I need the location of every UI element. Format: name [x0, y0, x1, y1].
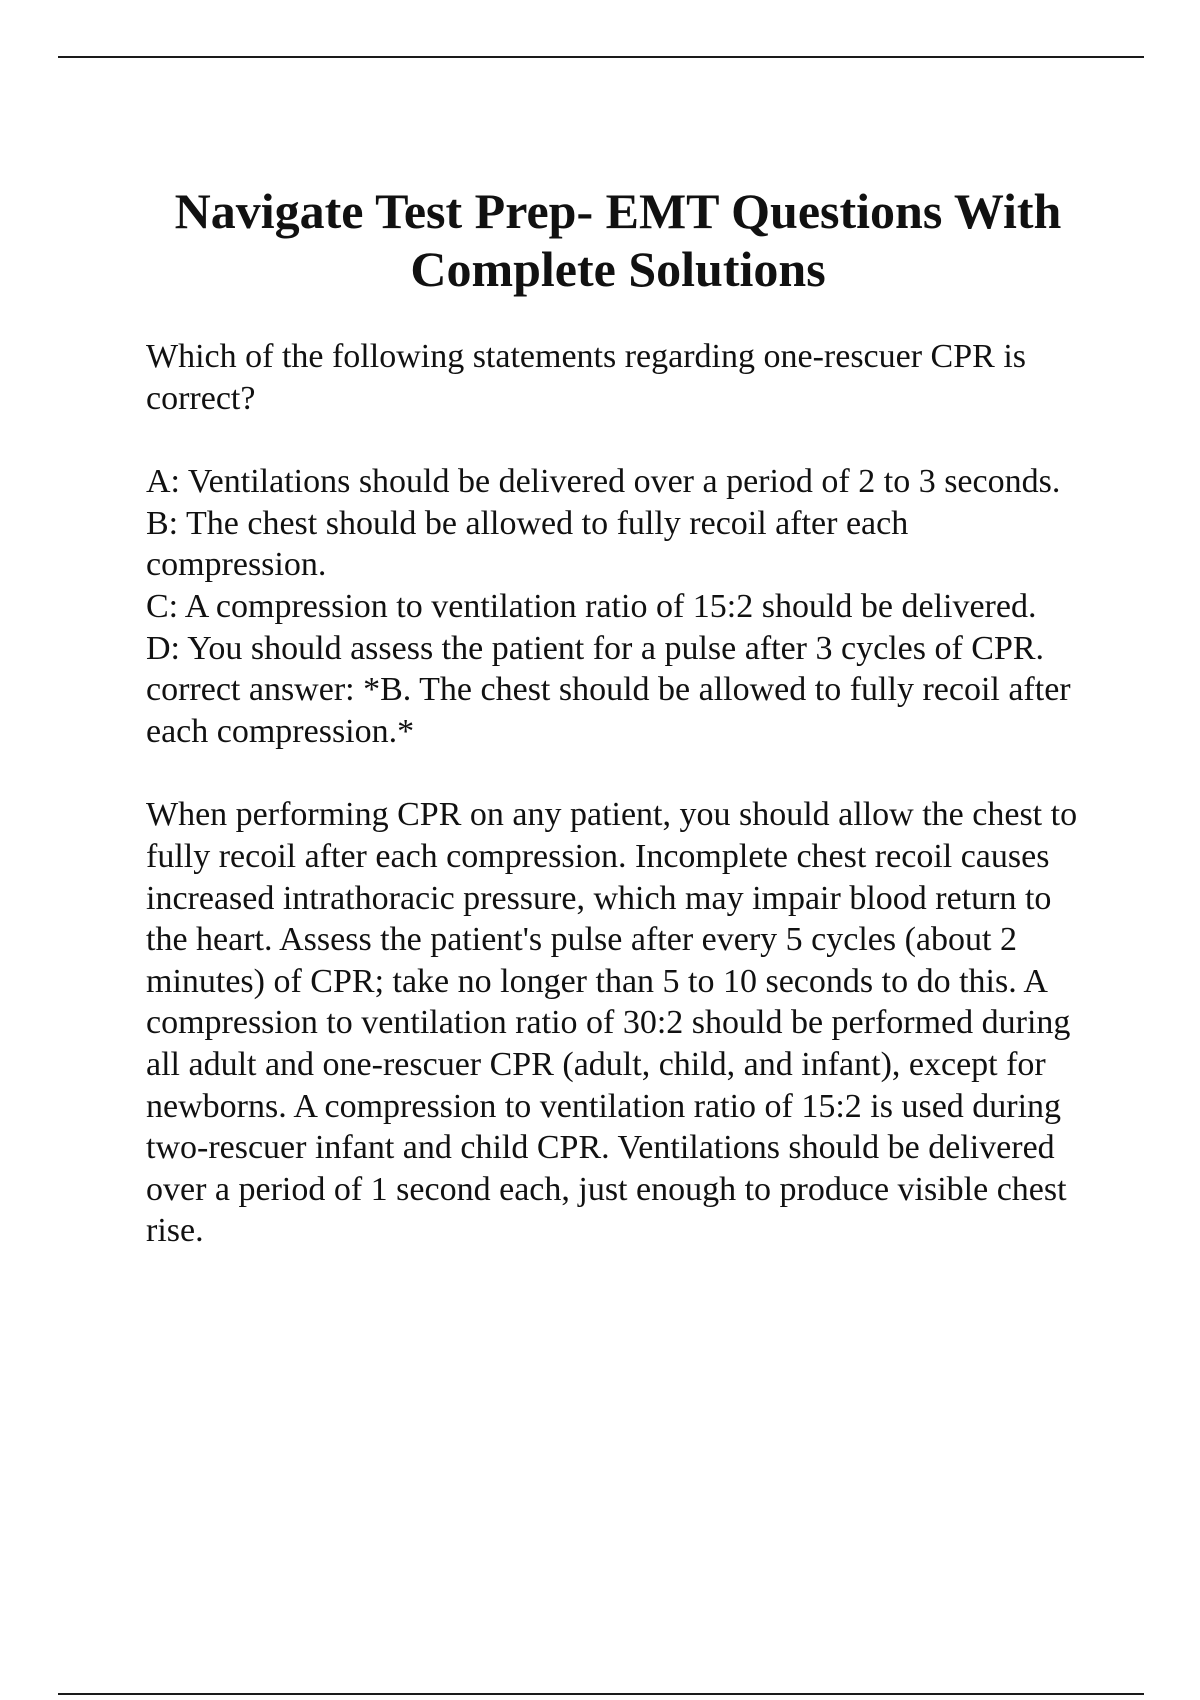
bottom-rule [58, 1693, 1144, 1695]
option-d-with-answer: D: You should assess the patient for a pulse after 3 cycles of CPR. correct answer: *B. The chest should be allowed to fully recoil after each compression.* [146, 629, 1071, 750]
option-a: A: Ventilations should be delivered over a period of 2 to 3 seconds. [146, 463, 1061, 501]
answer-options [146, 461, 1090, 752]
title-line-2: Complete Solutions [410, 241, 826, 297]
option-b: B: The chest should be allowed to fully recoil after each compression. [146, 504, 909, 584]
top-rule [58, 56, 1144, 58]
option-c: C: A compression to ventilation ratio of 15:2 should be delivered. [146, 587, 1037, 625]
question-text: Which of the following statements regarding one-rescuer CPR is correct? [146, 338, 1026, 417]
explanation-text: When performing CPR on any patient, you should allow the chest to fully recoil after each compression. Incomplete chest recoil causes increased intrathoracic pressure, which may impair blood return to the heart. Assess the patient's pulse after every 5 cycles (about 2 minutes) of CPR; take no longer than 5 to 10 seconds to do this. A compression to ventilation ratio of 30:2 should be performed during all adult and one-rescuer CPR (adult, child, and infant), except for newborns. A compression to ventilation ratio of 15:2 is used during two-rescuer infant and child CPR. Ventilations should be delivered over a period of 1 second each, just enough to produce visible chest rise. [146, 796, 1078, 1250]
page-content [146, 182, 1090, 1252]
page-title [146, 182, 1090, 298]
title-line-1: Navigate Test Prep- EMT Questions With [174, 183, 1062, 239]
